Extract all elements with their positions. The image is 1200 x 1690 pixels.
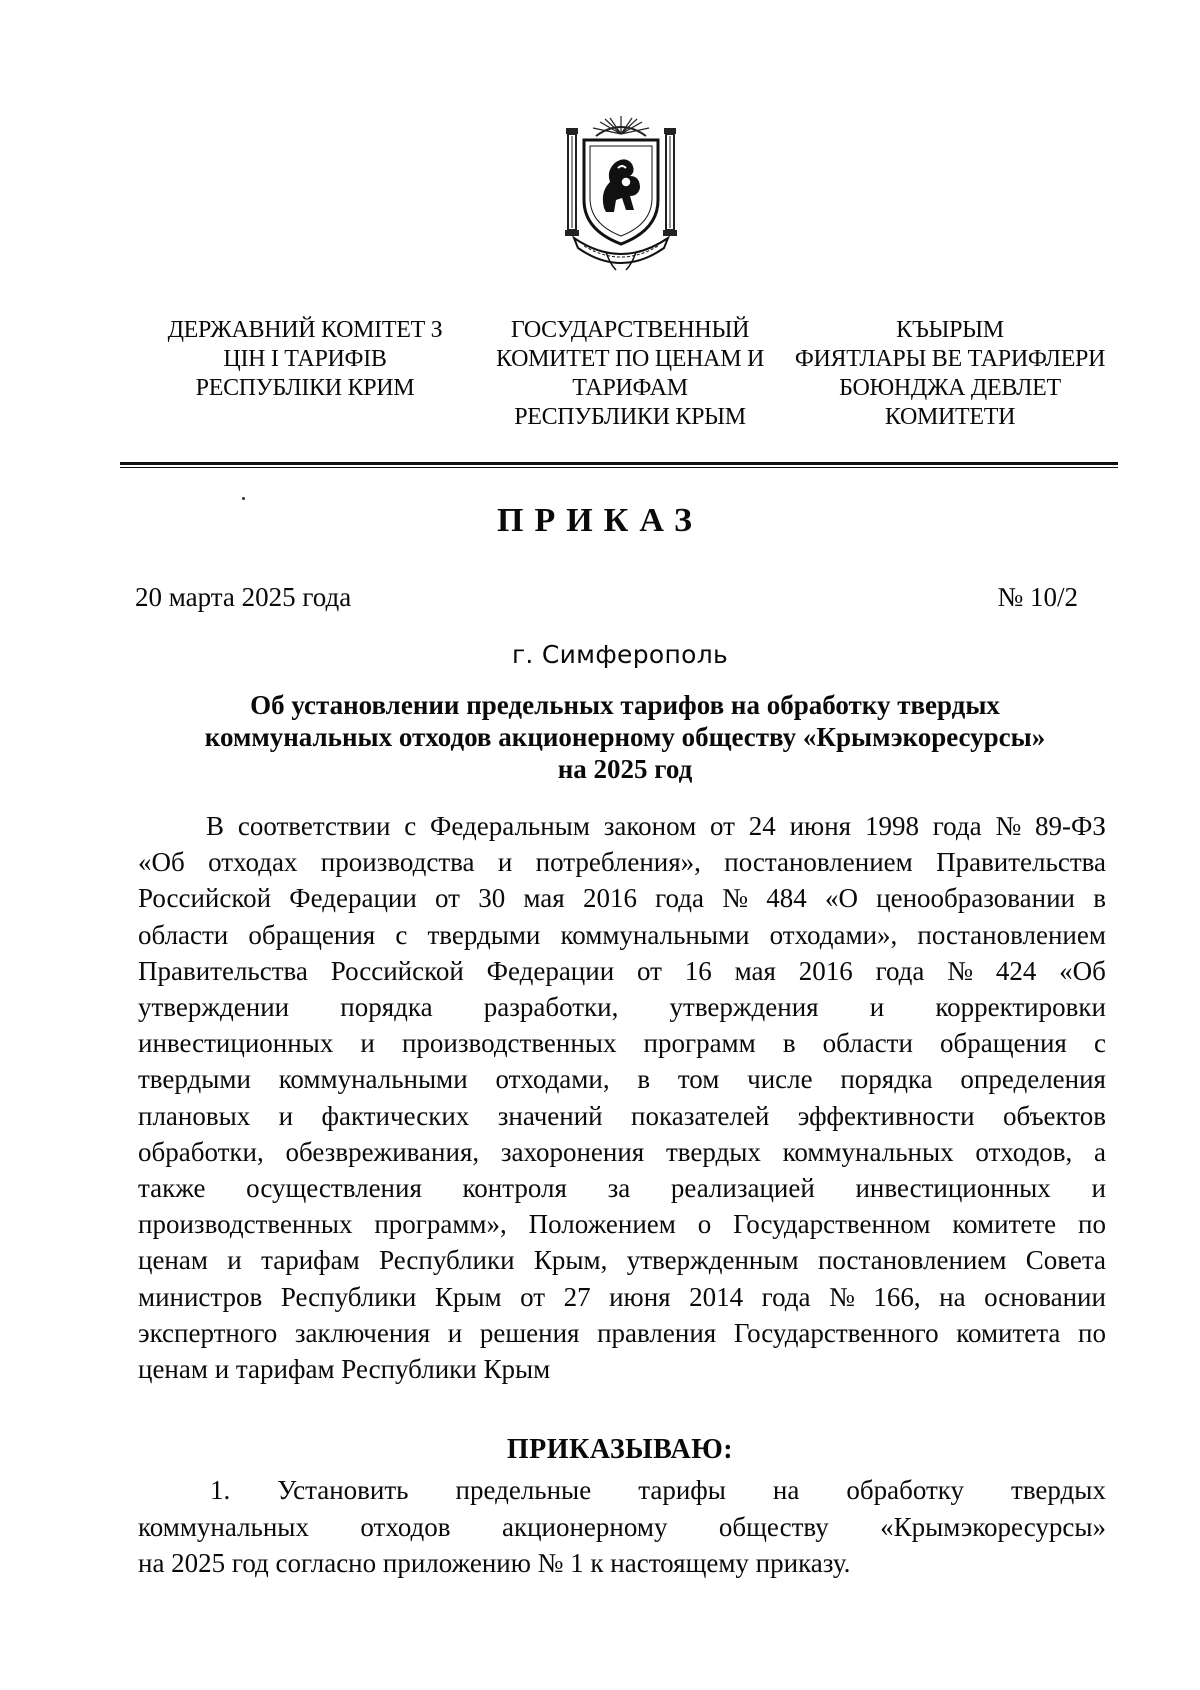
header-russian <box>480 316 780 432</box>
coat-of-arms-emblem <box>560 112 682 274</box>
body-line: экспертного заключения и решения правления Государственного комитета по <box>138 1317 1106 1348</box>
document-number: № 10/2 <box>997 582 1078 612</box>
body-line: Российской Федерации от 30 мая 2016 года № 484 «О ценообразовании в <box>138 883 1106 914</box>
body-line: ценам и тарифам Республики Крым, утвержденным постановлением Совета <box>138 1245 1106 1276</box>
body-line: твердыми коммунальными отходами, в том числе порядка определения <box>138 1064 1106 1095</box>
order-heading: ПРИКАЗЫВАЮ: <box>506 1434 734 1465</box>
body-line: инвестиционных и производственных программ в области обращения с <box>138 1028 1106 1059</box>
subject-line: коммунальных отходов акционерному обществу «Крымэкоресурсы» <box>204 722 1046 752</box>
point-line: на 2025 год согласно приложению № 1 к настоящему приказу. <box>138 1548 851 1578</box>
header-russian-line: ТАРИФАМ <box>572 375 688 401</box>
document-body <box>138 808 1106 1387</box>
header-crimean-tatar-line: КОМИТЕТИ <box>884 404 1016 430</box>
body-line: области обращения с твердыми коммунальными отходами», постановлением <box>138 919 1106 950</box>
header-ukrainian <box>155 316 455 403</box>
scan-speck <box>242 497 245 500</box>
header-crimean-tatar-line: КЪЫРЫМ <box>896 317 1004 343</box>
body-line: обработки, обезвреживания, захоронения твердых коммунальных отходов, а <box>138 1136 1106 1167</box>
header-divider-thin <box>120 467 1118 468</box>
header-russian-line: РЕСПУБЛИКИ КРЫМ <box>514 404 746 430</box>
document-subject <box>150 689 1100 785</box>
body-line: министров Республики Крым от 27 июня 2014 года № 166, на основании <box>138 1281 1106 1312</box>
header-ukrainian-line: ДЕРЖАВНИЙ КОМІТЕТ З <box>167 317 443 343</box>
document-city: г. Симферополь <box>511 640 729 669</box>
body-line: ценам и тарифам Республики Крым <box>138 1354 551 1385</box>
header-russian-line: ГОСУДАРСТВЕННЫЙ <box>510 317 750 343</box>
point-line: 1. Установить предельные тарифы на обработку твердых <box>210 1475 1106 1505</box>
body-line: также осуществления контроля за реализацией инвестиционных и <box>138 1173 1106 1204</box>
order-point-1 <box>138 1472 1106 1582</box>
header-crimean-tatar <box>790 316 1110 432</box>
header-russian-line: КОМИТЕТ ПО ЦЕНАМ И <box>496 346 764 372</box>
body-line: утверждении порядка разработки, утверждения и корректировки <box>138 992 1106 1023</box>
document-date: 20 марта 2025 года <box>135 582 352 612</box>
header-crimean-tatar-line: БОЮНДЖА ДЕВЛЕТ <box>839 375 1061 401</box>
document-title: ПРИКАЗ <box>497 502 703 539</box>
body-line: В соответствии с Федеральным законом от 24 июня 1998 года № 89-ФЗ <box>206 811 1106 841</box>
body-line: Правительства Российской Федерации от 16 мая 2016 года № 424 «Об <box>138 955 1106 986</box>
body-line: «Об отходах производства и потребления», постановлением Правительства <box>138 847 1106 878</box>
subject-line: Об установлении предельных тарифов на обработку твердых <box>250 690 1000 720</box>
body-line: плановых и фактических значений показателей эффективности объектов <box>138 1100 1106 1131</box>
header-crimean-tatar-line: ФИЯТЛАРЫ ВЕ ТАРИФЛЕРИ <box>794 346 1106 372</box>
header-divider <box>120 462 1118 465</box>
subject-line: на 2025 год <box>557 754 693 784</box>
point-line: коммунальных отходов акционерному обществу «Крымэкоресурсы» <box>138 1511 1106 1542</box>
header-ukrainian-line: ЦІН І ТАРИФІВ <box>223 346 387 372</box>
header-ukrainian-line: РЕСПУБЛІКИ КРИМ <box>195 375 415 401</box>
body-line: производственных программ», Положением о Государственном комитете по <box>138 1209 1106 1240</box>
